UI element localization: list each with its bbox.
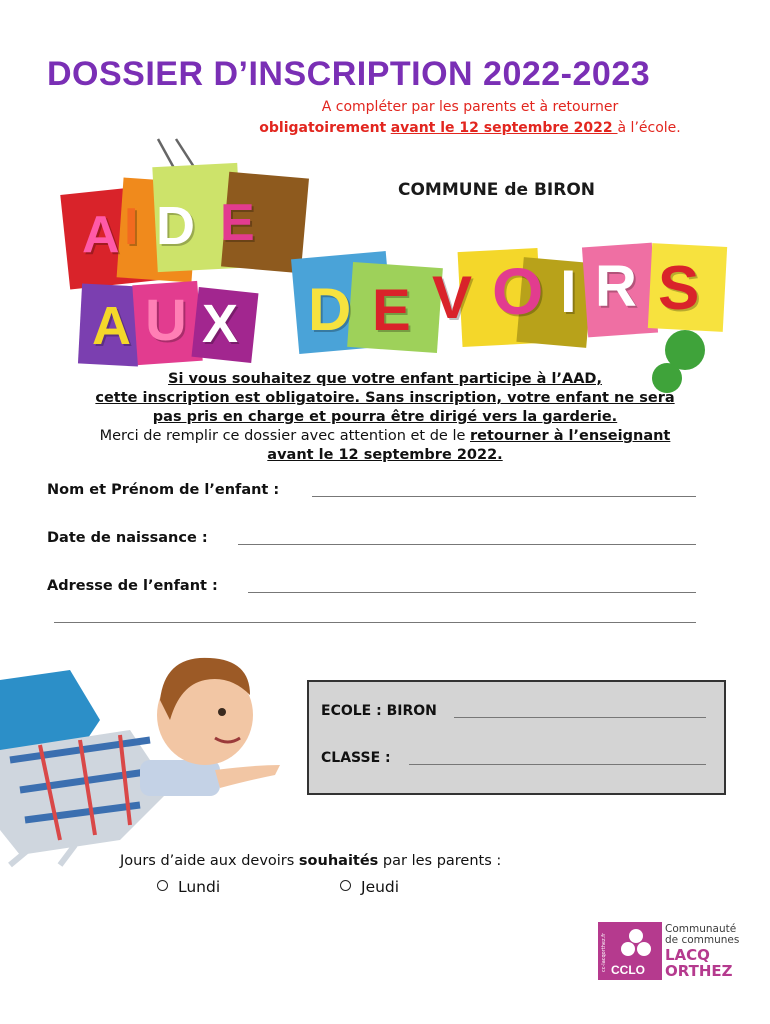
commune-name: COMMUNE de BIRON	[398, 180, 595, 200]
banner-letter: E	[220, 194, 255, 252]
banner-letter: V	[432, 264, 473, 331]
intro-line3: pas pris en charge et pourra être dirigé vers la garderie.	[152, 409, 618, 425]
cclo-website: cc-lacqorthez.fr	[601, 932, 607, 972]
instructions-deadline: avant le 12 septembre 2022	[390, 120, 618, 136]
banner-letter: D	[308, 276, 352, 343]
nom-field[interactable]	[312, 496, 696, 497]
intro-text	[50, 370, 720, 465]
logo-line4: ORTHEZ	[665, 962, 733, 980]
radio-circle-icon[interactable]	[157, 880, 168, 891]
banner-letter: U	[145, 288, 187, 353]
naissance-field[interactable]	[238, 544, 696, 545]
banner-letter: O	[492, 254, 544, 328]
child-illustration	[0, 640, 300, 870]
banner-letter: I	[124, 198, 139, 256]
banner-letter: I	[560, 258, 577, 325]
intro-line4-normal: Merci de remplir ce dossier avec attention et de le	[99, 428, 470, 444]
aide-aux-devoirs-banner	[60, 135, 740, 375]
ecole-label: ECOLE : BIRON	[321, 703, 437, 719]
banner-letter: S	[658, 254, 700, 323]
ecole-field[interactable]	[454, 717, 706, 718]
instructions-line2	[0, 120, 770, 136]
nom-label: Nom et Prénom de l’enfant :	[47, 482, 280, 498]
jours-text-start: Jours d’aide aux devoirs	[120, 853, 299, 869]
logo-line2: de communes	[665, 934, 740, 946]
banner-letter: X	[202, 294, 239, 354]
banner-letter: A	[82, 206, 120, 264]
classe-field[interactable]	[409, 764, 706, 765]
instructions-end: à l’école.	[617, 120, 681, 136]
logo-line3: LACQ	[665, 946, 710, 964]
logo-text-top	[665, 924, 739, 946]
adresse-field-line2[interactable]	[54, 622, 696, 623]
page-title: DOSSIER D’INSCRIPTION 2022-2023	[47, 55, 651, 93]
jours-text	[120, 853, 501, 869]
lundi-label: Lundi	[178, 878, 221, 896]
classe-label: CLASSE :	[321, 750, 391, 766]
intro-line1: Si vous souhaitez que votre enfant participe à l’AAD,	[168, 371, 602, 387]
school-info-box	[307, 680, 726, 795]
intro-line4	[50, 427, 720, 446]
intro-line4-bold: retourner à l’enseignant	[470, 428, 671, 444]
banner-letter: R	[595, 254, 637, 319]
jours-text-end: par les parents :	[378, 853, 502, 869]
instructions-line1: A compléter par les parents et à retourner	[321, 99, 619, 115]
cclo-logo-mark	[598, 922, 662, 980]
logo-text-bottom	[665, 947, 733, 979]
adresse-label: Adresse de l’enfant :	[47, 578, 218, 594]
adresse-field[interactable]	[248, 592, 696, 593]
naissance-label: Date de naissance :	[47, 530, 208, 546]
cclo-logo	[598, 922, 748, 982]
circles-icon	[598, 922, 662, 980]
cclo-acronym: CCLO	[611, 963, 645, 977]
banner-letter: A	[92, 296, 131, 356]
logo-line1: Communauté	[665, 923, 737, 935]
banner-letter: D	[156, 196, 195, 256]
intro-line5: avant le 12 septembre 2022.	[267, 447, 503, 463]
option-lundi[interactable]	[157, 878, 220, 896]
banner-letter: E	[372, 278, 411, 343]
option-jeudi[interactable]	[340, 878, 399, 896]
jeudi-label: Jeudi	[361, 878, 400, 896]
instructions-bold: obligatoirement	[259, 120, 387, 136]
radio-circle-icon[interactable]	[340, 880, 351, 891]
intro-line2: cette inscription est obligatoire. Sans inscription, votre enfant ne sera	[95, 390, 675, 406]
jours-text-bold: souhaités	[298, 853, 379, 869]
